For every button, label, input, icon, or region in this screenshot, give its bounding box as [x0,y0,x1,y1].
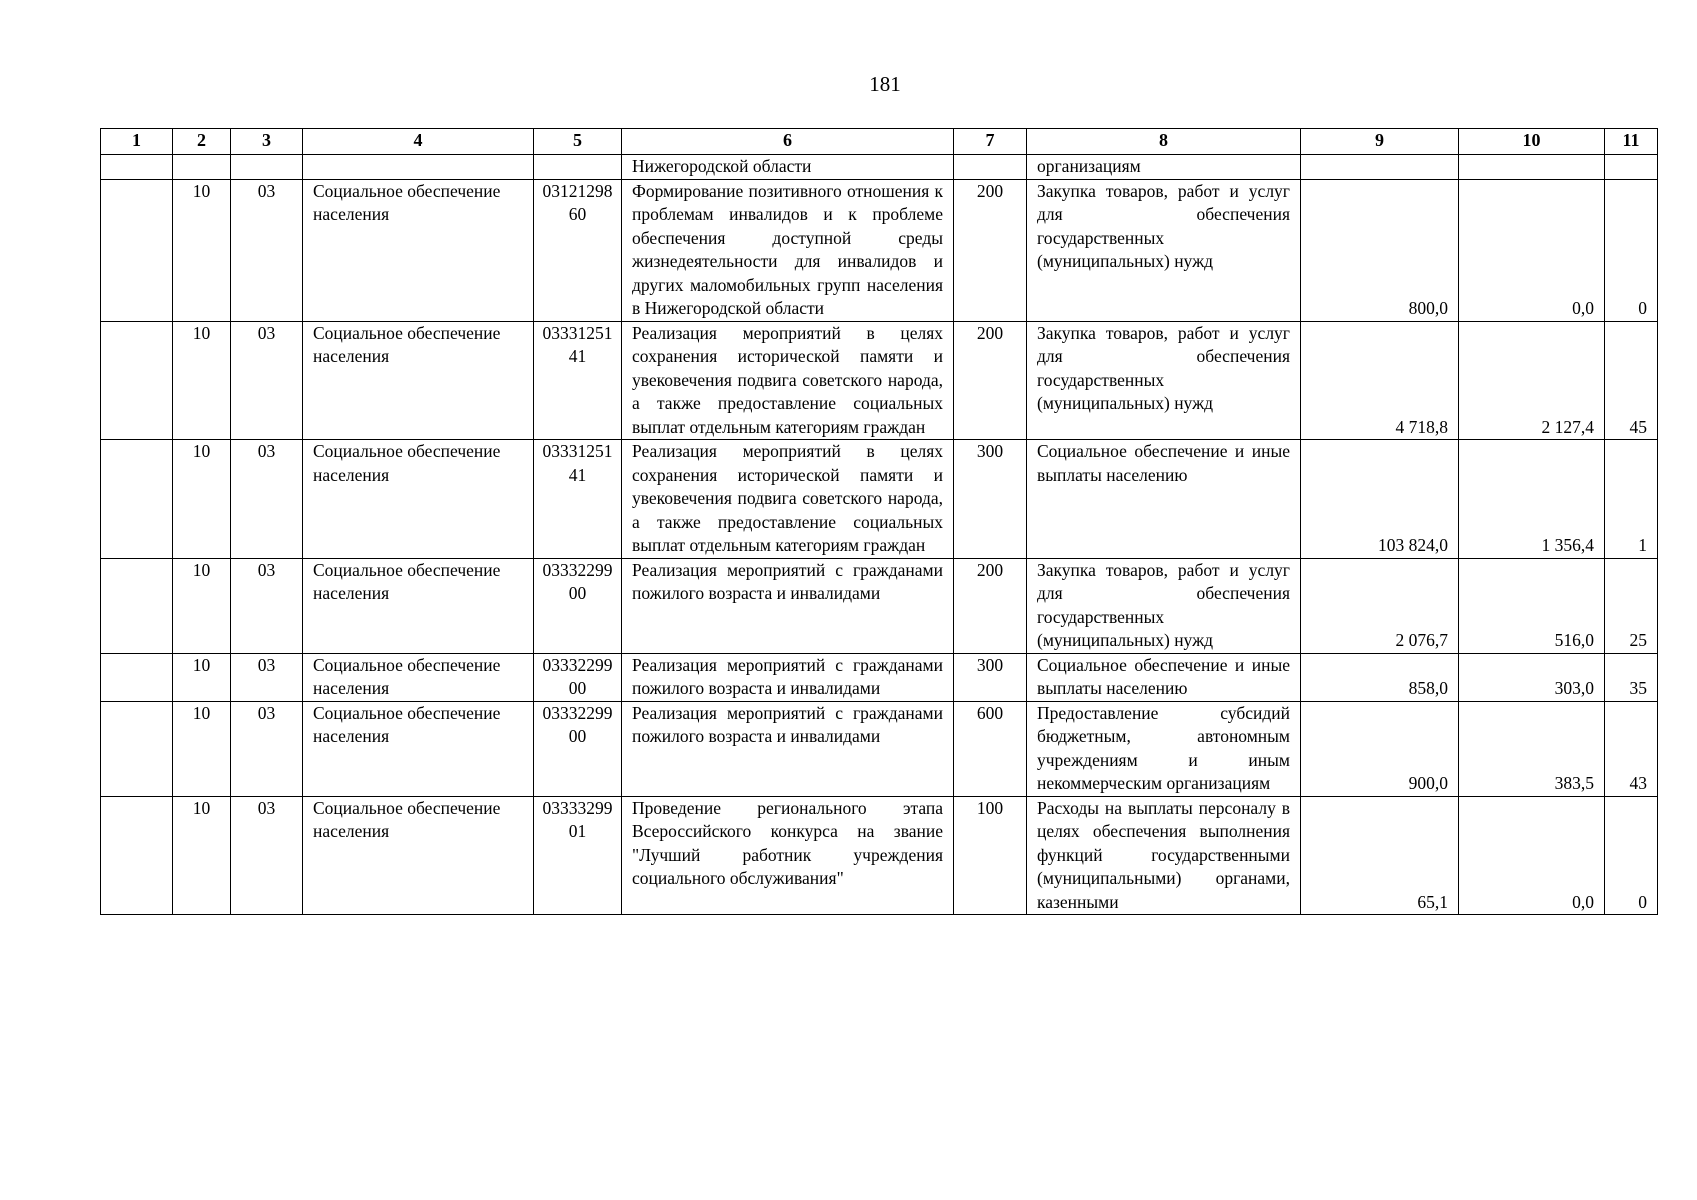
cell-expense-type: Расходы на выплаты персоналу в целях обеспечения выполнения функций государственными (муниципальными) органами, казенными [1027,796,1301,915]
cell-plan: 65,1 [1301,796,1459,915]
cell-actual: 0,0 [1459,796,1605,915]
table-row [101,558,1658,653]
cell-percent: 1 [1605,440,1658,559]
cell-purpose: Реализация мероприятий с гражданами пожилого возраста и инвалидами [622,701,954,796]
continuation-purpose: Нижегородской области [622,155,954,180]
header-cell: 6 [622,129,954,155]
cell-target-code: 0333125141 [534,321,622,440]
cell-actual: 303,0 [1459,653,1605,701]
cell-subsection: 03 [231,701,303,796]
cell-purpose: Реализация мероприятий в целях сохранения исторической памяти и увековечения подвига советского народа, а также предоставление социальных выплат отдельным категориям граждан [622,440,954,559]
cell-target-code: 0312129860 [534,179,622,321]
cell-plan: 103 824,0 [1301,440,1459,559]
header-cell: 9 [1301,129,1459,155]
cell-section: 10 [173,321,231,440]
table-row [101,796,1658,915]
cell-actual: 2 127,4 [1459,321,1605,440]
cell-section-name: Социальное обеспечение населения [303,701,534,796]
cell-actual: 0,0 [1459,179,1605,321]
cell-section-name: Социальное обеспечение населения [303,179,534,321]
cell-subsection: 03 [231,179,303,321]
cell-plan: 800,0 [1301,179,1459,321]
cell-expense-code: 300 [954,653,1027,701]
cell-plan: 2 076,7 [1301,558,1459,653]
cell-actual: 1 356,4 [1459,440,1605,559]
cell-expense-type: Закупка товаров, работ и услуг для обеспечения государственных (муниципальных) нужд [1027,179,1301,321]
header-cell: 4 [303,129,534,155]
cell-section-name: Социальное обеспечение населения [303,440,534,559]
cell-section: 10 [173,179,231,321]
cell-section-name: Социальное обеспечение населения [303,321,534,440]
cell-section: 10 [173,558,231,653]
cell-section: 10 [173,796,231,915]
cell-section-name: Социальное обеспечение населения [303,796,534,915]
continuation-row [101,155,1658,180]
cell-purpose: Проведение регионального этапа Всероссийского конкурса на звание "Лучший работник учреждения социального обслуживания" [622,796,954,915]
cell-col1 [101,701,173,796]
cell-percent: 0 [1605,796,1658,915]
cell-target-code: 0333125141 [534,440,622,559]
cell-actual: 516,0 [1459,558,1605,653]
cell-target-code: 0333329901 [534,796,622,915]
cell-col1 [101,653,173,701]
header-cell: 7 [954,129,1027,155]
table-row [101,440,1658,559]
continuation-expense-type: организациям [1027,155,1301,180]
cell-target-code: 0333229900 [534,653,622,701]
cell-subsection: 03 [231,558,303,653]
cell-subsection: 03 [231,653,303,701]
cell-col1 [101,558,173,653]
cell-expense-type: Закупка товаров, работ и услуг для обеспечения государственных (муниципальных) нужд [1027,321,1301,440]
cell-col1 [101,179,173,321]
header-cell: 2 [173,129,231,155]
header-cell: 10 [1459,129,1605,155]
cell-actual: 383,5 [1459,701,1605,796]
cell-expense-code: 300 [954,440,1027,559]
header-row [101,129,1658,155]
cell-expense-type: Социальное обеспечение и иные выплаты населению [1027,653,1301,701]
header-cell: 11 [1605,129,1658,155]
header-cell: 8 [1027,129,1301,155]
header-cell: 3 [231,129,303,155]
cell-col1 [101,796,173,915]
cell-expense-code: 200 [954,558,1027,653]
cell-percent: 35 [1605,653,1658,701]
page-number: 181 [869,72,901,96]
cell-section-name: Социальное обеспечение населения [303,653,534,701]
cell-expense-code: 600 [954,701,1027,796]
cell-subsection: 03 [231,440,303,559]
cell-purpose: Реализация мероприятий с гражданами пожилого возраста и инвалидами [622,558,954,653]
cell-section: 10 [173,440,231,559]
budget-table [100,128,1658,915]
cell-plan: 900,0 [1301,701,1459,796]
cell-expense-type: Предоставление субсидий бюджетным, автономным учреждениям и иным некоммерческим организациям [1027,701,1301,796]
cell-target-code: 0333229900 [534,701,622,796]
header-cell: 1 [101,129,173,155]
cell-section-name: Социальное обеспечение населения [303,558,534,653]
cell-plan: 858,0 [1301,653,1459,701]
cell-section: 10 [173,701,231,796]
table-row [101,321,1658,440]
cell-subsection: 03 [231,321,303,440]
cell-section: 10 [173,653,231,701]
cell-percent: 0 [1605,179,1658,321]
table-row [101,653,1658,701]
cell-purpose: Формирование позитивного отношения к проблемам инвалидов и к проблеме обеспечения доступной среды жизнедеятельности для инвалидов и других маломобильных групп населения в Нижегородской области [622,179,954,321]
cell-subsection: 03 [231,796,303,915]
cell-col1 [101,440,173,559]
cell-expense-code: 200 [954,321,1027,440]
cell-plan: 4 718,8 [1301,321,1459,440]
cell-target-code: 0333229900 [534,558,622,653]
cell-purpose: Реализация мероприятий с гражданами пожилого возраста и инвалидами [622,653,954,701]
cell-expense-code: 100 [954,796,1027,915]
table-row [101,701,1658,796]
cell-purpose: Реализация мероприятий в целях сохранения исторической памяти и увековечения подвига советского народа, а также предоставление социальных выплат отдельным категориям граждан [622,321,954,440]
header-cell: 5 [534,129,622,155]
cell-col1 [101,321,173,440]
cell-percent: 45 [1605,321,1658,440]
cell-percent: 25 [1605,558,1658,653]
cell-expense-type: Социальное обеспечение и иные выплаты населению [1027,440,1301,559]
cell-expense-code: 200 [954,179,1027,321]
cell-percent: 43 [1605,701,1658,796]
cell-expense-type: Закупка товаров, работ и услуг для обеспечения государственных (муниципальных) нужд [1027,558,1301,653]
table-row [101,179,1658,321]
